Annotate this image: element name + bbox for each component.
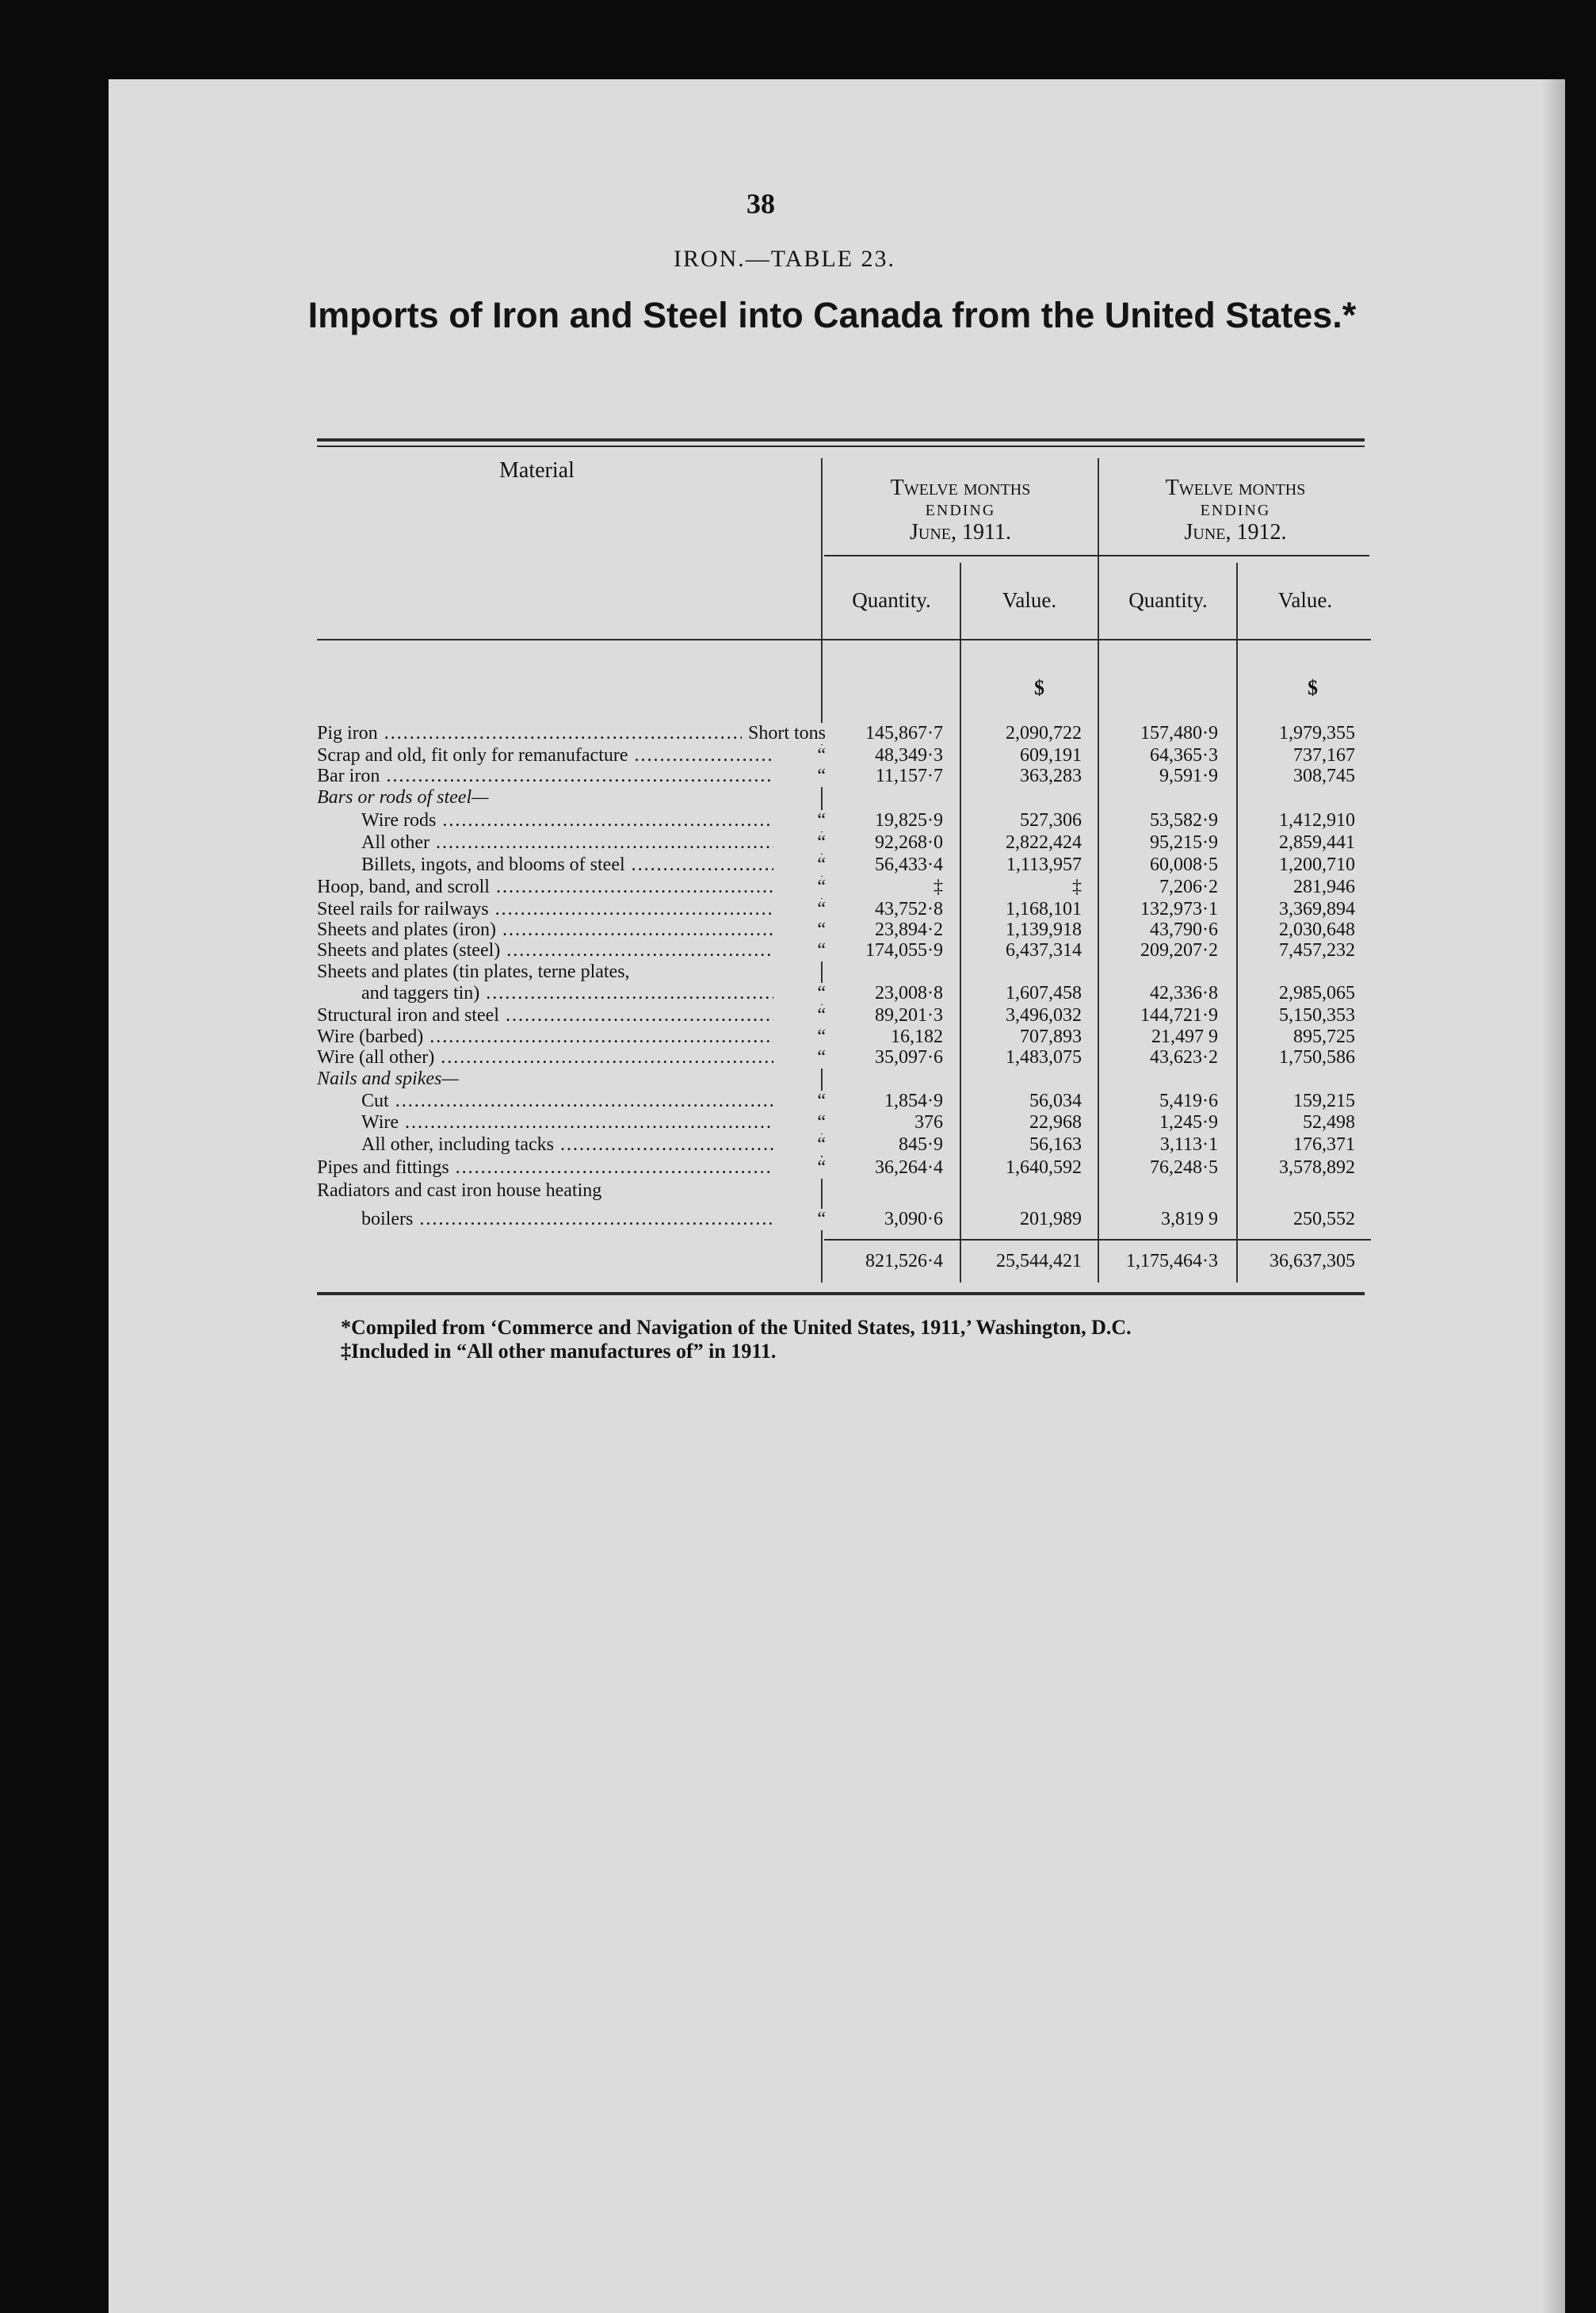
row-unit: “ [773, 1047, 826, 1069]
row-unit: “ [773, 832, 826, 854]
table-row [317, 1005, 1371, 1027]
quantity-1912: 1,245·9 [1159, 1112, 1218, 1133]
value-1911: 201,989 [1020, 1209, 1082, 1229]
value-1912: 1,979,355 [1279, 723, 1355, 744]
row-unit: “ [773, 899, 826, 920]
row-label: Wire (barbed) ..... [317, 1027, 808, 1048]
row-label: Wire ..... [361, 1112, 808, 1134]
quantity-1912: 3,113·1 [1159, 1134, 1218, 1155]
period-header-rule [824, 555, 1369, 556]
period-1911-header [824, 477, 1097, 544]
quantity-1911: 1,854·9 [884, 1091, 943, 1111]
quantity-1912: 21,497 9 [1151, 1027, 1218, 1047]
table-row [317, 919, 1371, 941]
table-row [317, 983, 1371, 1004]
quantity-1911: 92,268·0 [875, 832, 943, 853]
row-label: Nails and spikes— [317, 1069, 459, 1089]
row-label: Sheets and plates (steel) ..... [317, 940, 808, 962]
row-label: Pipes and fittings ..... [317, 1157, 808, 1179]
row-unit: “ [773, 919, 826, 941]
row-unit: “ [773, 983, 826, 1004]
period-1912-line2: ENDING [1200, 502, 1271, 519]
quantity-1911: 35,097·6 [875, 1047, 943, 1068]
value-1911: 707,893 [1020, 1027, 1082, 1047]
value-1912: 250,552 [1293, 1209, 1355, 1229]
table-bottom-rule [317, 1292, 1365, 1295]
value-1912-currency: $ [1308, 676, 1318, 699]
quantity-1911: 48,349·3 [875, 745, 943, 766]
value-1911: 1,483,075 [1006, 1047, 1082, 1068]
quantity-1911: 43,752·8 [875, 899, 943, 919]
material-column-header: Material [499, 458, 575, 483]
row-label: Cut ..... [361, 1091, 808, 1112]
row-label: Sheets and plates (tin plates, terne plates, [317, 962, 630, 982]
row-label: Wire rods ..... [361, 810, 808, 832]
quantity-1912: 3,819 9 [1161, 1209, 1218, 1229]
quantity-1911: ‡ [934, 877, 943, 897]
table-row [317, 745, 1371, 767]
value-1911: 3,496,032 [1006, 1005, 1082, 1026]
value-1912: 176,371 [1293, 1134, 1355, 1155]
quantity-1911: 89,201·3 [875, 1005, 943, 1026]
quantity-1911: 145,867·7 [865, 723, 943, 744]
value-1912: 1,200,710 [1279, 854, 1355, 875]
quantity-1911: 19,825·9 [875, 810, 943, 831]
value-1911: 363,283 [1020, 766, 1082, 786]
quantity-1912: 5,419·6 [1159, 1091, 1218, 1111]
value-1912: 308,745 [1293, 766, 1355, 786]
page-edge-shadow [1541, 79, 1565, 2313]
row-unit: “ [773, 810, 826, 832]
quantity-1911: 23,894·2 [875, 919, 943, 940]
table-row [317, 766, 1371, 787]
period-1912-header [1101, 477, 1370, 544]
value-1912: 1,750,586 [1279, 1047, 1355, 1068]
table-row [317, 1157, 1371, 1179]
value-1911: 1,139,918 [1006, 919, 1082, 940]
quantity-1912: 95,215·9 [1150, 832, 1218, 853]
quantity-1912-header: Quantity. [1128, 588, 1208, 612]
row-label: and taggers tin) ..... [361, 983, 808, 1004]
value-1912: 1,412,910 [1279, 810, 1355, 831]
row-unit: “ [773, 766, 826, 787]
row-unit: “ [773, 877, 826, 898]
value-1911-currency: $ [1034, 676, 1044, 699]
value-1911: 2,822,424 [1006, 832, 1082, 853]
page-title: Imports of Iron and Steel into Canada from the United States.* [307, 295, 1357, 335]
row-unit: “ [773, 745, 826, 767]
table-row [317, 1112, 1371, 1134]
table-row [317, 854, 1371, 876]
period-1912-line3: June, 1912. [1184, 520, 1287, 545]
period-1912-line1: Twelve months [1165, 476, 1306, 500]
value-1911: 1,113,957 [1006, 854, 1082, 875]
value-1911: 2,090,722 [1006, 723, 1082, 744]
table-row [317, 1134, 1371, 1156]
table-row [317, 1047, 1371, 1069]
quantity-1912: 76,248·5 [1150, 1157, 1218, 1178]
value-1912: 3,578,892 [1279, 1157, 1355, 1178]
total-quantity-1911: 821,526·4 [865, 1251, 943, 1271]
table-row [317, 1069, 1371, 1090]
totals-rule [824, 1239, 1371, 1241]
row-label: All other ..... [361, 832, 808, 854]
quantity-1911: 174,055·9 [865, 940, 943, 961]
row-unit: Short tons [742, 723, 826, 744]
quantity-1912: 144,721·9 [1140, 1005, 1218, 1026]
row-unit: “ [773, 940, 826, 962]
row-label: Pig iron ..... [317, 723, 808, 744]
value-1912: 7,457,232 [1279, 940, 1355, 961]
quantity-1911: 23,008·8 [875, 983, 943, 1004]
row-label: Radiators and cast iron house heating [317, 1180, 602, 1201]
totals-row [317, 1251, 1371, 1272]
value-1912: 52,498 [1303, 1112, 1355, 1133]
quantity-1911: 56,433·4 [875, 854, 943, 875]
value-1911: 1,168,101 [1006, 899, 1082, 919]
value-1911: 1,640,592 [1006, 1157, 1082, 1178]
table-row [317, 787, 1371, 809]
row-unit: “ [773, 1134, 826, 1156]
period-1911-line2: ENDING [925, 502, 996, 519]
footnote-included: ‡Included in “All other manufactures of” in 1911. [341, 1340, 777, 1363]
row-unit: “ [773, 1209, 826, 1230]
total-value-1911: 25,544,421 [996, 1251, 1082, 1271]
row-unit: “ [773, 1157, 826, 1179]
value-1911-header: Value. [1002, 588, 1057, 612]
table-row [317, 1091, 1371, 1112]
value-1912: 2,030,648 [1279, 919, 1355, 940]
period-1911-line1: Twelve months [890, 476, 1031, 500]
period-1911-line3: June, 1911. [910, 520, 1011, 545]
quantity-1912: 42,336·8 [1150, 983, 1218, 1004]
quantity-1912: 53,582·9 [1150, 810, 1218, 831]
value-1912: 2,859,441 [1279, 832, 1355, 853]
value-1912: 159,215 [1293, 1091, 1355, 1111]
row-label: Bars or rods of steel— [317, 787, 489, 808]
value-1912: 2,985,065 [1279, 983, 1355, 1004]
quantity-1911: 36,264·4 [875, 1157, 943, 1178]
row-label: Wire (all other) ..... [317, 1047, 808, 1069]
table-row [317, 1180, 1371, 1202]
footnote-source: *Compiled from ‘Commerce and Navigation of the United States, 1911,’ Washington, D.C. [341, 1316, 1132, 1339]
total-quantity-1912: 1,175,464·3 [1126, 1251, 1218, 1271]
row-label: boilers ..... [361, 1209, 808, 1230]
quantity-1912: 157,480·9 [1140, 723, 1218, 744]
value-1912: 737,167 [1293, 745, 1355, 766]
quantity-1912: 43,790·6 [1150, 919, 1218, 940]
page-number: 38 [746, 188, 775, 220]
row-label: Scrap and old, fit only for remanufacture ..... [317, 745, 808, 767]
quantity-1911: 16,182 [891, 1027, 943, 1047]
quantity-1911-header: Quantity. [852, 588, 931, 612]
row-label: All other, including tacks ..... [361, 1134, 808, 1156]
value-1912: 3,369,894 [1279, 899, 1355, 919]
value-1912: 5,150,353 [1279, 1005, 1355, 1026]
header-bottom-rule [317, 639, 1371, 640]
quantity-1911: 11,157·7 [875, 766, 943, 786]
row-unit: “ [773, 1027, 826, 1048]
table-row [317, 1209, 1371, 1230]
quantity-1911: 3,090·6 [884, 1209, 943, 1229]
quantity-1912: 209,207·2 [1140, 940, 1218, 961]
row-label: Billets, ingots, and blooms of steel ..... [361, 854, 808, 876]
value-1911: 527,306 [1020, 810, 1082, 831]
quantity-1911: 376 [914, 1112, 943, 1133]
table-row [317, 962, 1371, 983]
row-label: Bar iron ..... [317, 766, 808, 787]
quantity-1911: 845·9 [899, 1134, 943, 1155]
table-row [317, 832, 1371, 854]
row-label: Sheets and plates (iron) ..... [317, 919, 808, 941]
value-1912-header: Value. [1277, 588, 1333, 612]
row-unit: “ [773, 854, 826, 876]
table-row [317, 810, 1371, 832]
value-1911: 56,163 [1029, 1134, 1082, 1155]
row-unit: “ [773, 1091, 826, 1112]
quantity-1912: 132,973·1 [1140, 899, 1218, 919]
table-row [317, 723, 1371, 744]
quantity-1912: 7,206·2 [1159, 877, 1218, 897]
value-1911: 609,191 [1020, 745, 1082, 766]
table-row [317, 899, 1371, 920]
value-1911: 6,437,314 [1006, 940, 1082, 961]
row-label: Steel rails for railways ..... [317, 899, 808, 920]
value-1911: 22,968 [1029, 1112, 1082, 1133]
value-1912: 895,725 [1293, 1027, 1355, 1047]
row-unit: “ [773, 1112, 826, 1134]
quantity-1912: 9,591·9 [1159, 766, 1218, 786]
value-1911: 56,034 [1029, 1091, 1082, 1111]
row-label: Structural iron and steel ..... [317, 1005, 808, 1027]
table-row [317, 940, 1371, 962]
quantity-1912: 60,008·5 [1150, 854, 1218, 875]
row-label: Hoop, band, and scroll ..... [317, 877, 808, 898]
quantity-1912: 43,623·2 [1150, 1047, 1218, 1068]
value-1911: ‡ [1072, 877, 1082, 897]
total-value-1912: 36,637,305 [1270, 1251, 1355, 1271]
quantity-1912: 64,365·3 [1150, 745, 1218, 766]
table-row [317, 877, 1371, 898]
row-unit: “ [773, 1005, 826, 1027]
table-top-rule [317, 438, 1365, 442]
table-row [317, 1027, 1371, 1048]
table-top-rule-thin [317, 445, 1365, 447]
value-1911: 1,607,458 [1006, 983, 1082, 1004]
table-label: IRON.—TABLE 23. [673, 246, 896, 272]
value-1912: 281,946 [1293, 877, 1355, 897]
